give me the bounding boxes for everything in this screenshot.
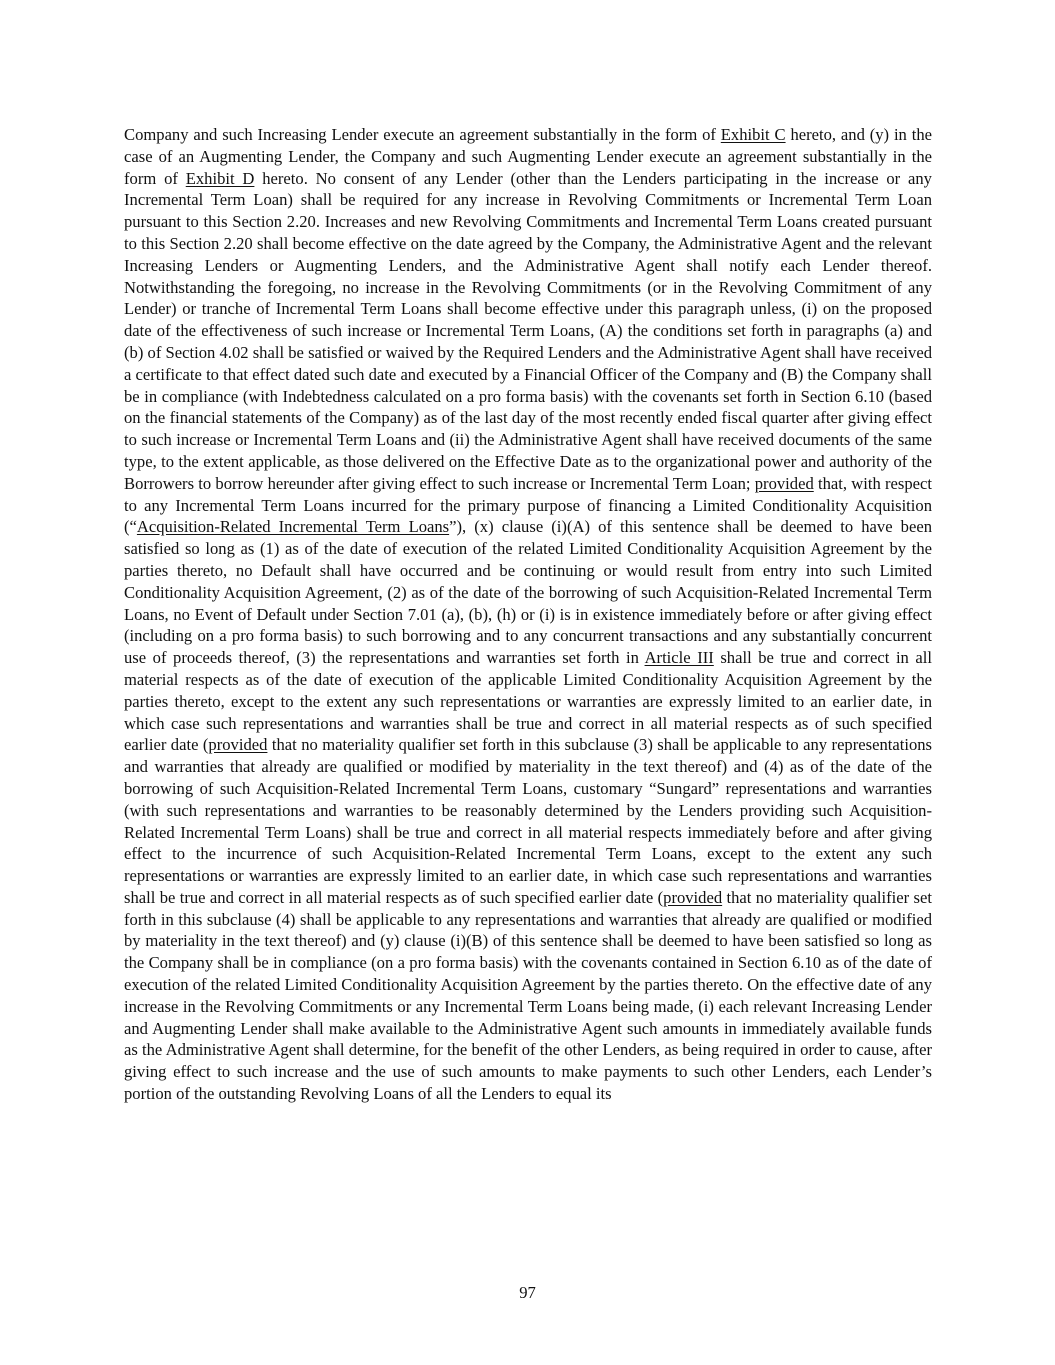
provided-term: provided bbox=[663, 887, 723, 907]
text-segment: that no materiality qualifier set forth in this subclause (4) shall be applicable to any representations and warranties that already are qualified or modified by materiality in the text thereof) and (y) clause (i)(B) of this sentence shall be deemed to have been satisfied so long as the Company shall be in compliance (on a pro forma basis) with the covenants contained in Section 6.10 as of the date of execution of the related Limited Conditionality Acquisition Agreement by the parties thereto. On the effective date of any increase in the Revolving Commitments or any Incremental Term Loans being made, (i) each relevant Increasing Lender and Augmenting Lender shall make available to the Administrative Agent such amounts in immediately available funds as the Administrative Agent shall determine, for the benefit of the other Lenders, as being required in order to cause, after giving effect to such increase and the use of such amounts to make payments to such other Lenders, each Lender’s portion of the outstanding Revolving Loans of all the Lenders to equal its bbox=[124, 887, 932, 1104]
page-number: 97 bbox=[519, 1283, 536, 1302]
article-iii-reference: Article III bbox=[644, 648, 714, 668]
body-paragraph bbox=[124, 124, 932, 1105]
provided-term: provided bbox=[754, 473, 814, 493]
defined-term-acquisition-related-loans: Acquisition-Related Incremental Term Loans bbox=[136, 517, 450, 537]
text-segment: Company and such Increasing Lender execute an agreement substantially in the form of bbox=[124, 125, 721, 144]
text-segment: that no materiality qualifier set forth in this subclause (3) shall be applicable to any representations and warranties that already are qualified or modified by materiality in the text thereof) and (4) as of the date of the borrowing of such Acquisition-Related Incremental Term Loans, customary “Sungard” representations and warranties (with such representations and warranties to be reasonably determined by the Lenders providing such Acquisition-Related Incremental Term Loans) shall be true and correct in all material respects immediately before and after giving effect to the incurrence of such Acquisition-Related Incremental Term Loans, except to the extent any such representations or warranties are expressly limited to an earlier date, in which case such representations and warranties shall be true and correct in all material respects as of such specified earlier date ( bbox=[124, 735, 932, 907]
text-segment: hereto, and (y) in the case of an Augmenting Lender, the Company and such Augmenting Lender execute an agreement substantially in the form of bbox=[124, 125, 932, 188]
provided-term: provided bbox=[208, 735, 268, 755]
text-segment: hereto. No consent of any Lender (other than the Lenders participating in the increase or any Incremental Term Loan) shall be required for any increase in Revolving Commitments or Incremental Term Loan pursuant to this Section 2.20. Increases and new Revolving Commitments and Incremental Term Loans created pursuant to this Section 2.20 shall become effective on the date agreed by the Company, the Administrative Agent and the relevant Increasing Lenders or Augmenting Lenders, and the Administrative Agent shall notify each Lender thereof. Notwithstanding the foregoing, no increase in the Revolving Commitments (or in the Revolving Commitment of any Lender) or tranche of Incremental Term Loans shall become effective under this paragraph unless, (i) on the proposed date of the effectiveness of such increase or Incremental Term Loans, (A) the conditions set forth in paragraphs (a) and (b) of Section 4.02 shall be satisfied or waived by the Required Lenders and the Administrative Agent shall have received a certificate to that effect dated such date and executed by a Financial Officer of the Company and (B) the Company shall be in compliance (with Indebtedness calculated on a pro forma basis) with the covenants set forth in Section 6.10 (based on the financial statements of the Company) as of the last day of the most recently ended fiscal quarter after giving effect to such increase or Incremental Term Loans and (ii) the Administrative Agent shall have received documents of the same type, to the extent applicable, as those delivered on the Effective Date as to the organizational power and authority of the Borrowers to borrow hereunder after giving effect to such increase or Incremental Term Loan; bbox=[124, 168, 932, 493]
text-segment: that, with respect to any Incremental Term Loans incurred for the primary purpose of financing a Limited Conditionality Acquisition (“ bbox=[124, 473, 932, 537]
exhibit-c-reference: Exhibit C bbox=[720, 125, 786, 144]
text-segment: shall be true and correct in all material respects as of the date of execution of the applicable Limited Conditionality Acquisition Agreement by the parties thereto, except to the extent any such representations or warranties are expressly limited to an earlier date, in which case such representations and warranties shall be true and correct in all material respects as of such specified earlier date ( bbox=[124, 648, 932, 755]
document-body bbox=[124, 124, 932, 1105]
text-segment: ”), (x) clause (i)(A) of this sentence shall be deemed to have been satisfied so long as (1) as of the date of execution of the related Limited Conditionality Acquisition Agreement by the parties thereto, no Default shall have occurred and be continuing or would result from entry into such Limited Conditionality Acquisition Agreement, (2) as of the date of the borrowing of such Acquisition-Related Incremental Term Loans, no Event of Default under Section 7.01 (a), (b), (h) or (i) is in existence immediately before or after giving effect (including on a pro forma basis) to such borrowing and to any concurrent transactions and any substantially concurrent use of proceeds thereof, (3) the representations and warranties set forth in bbox=[124, 517, 932, 668]
exhibit-d-reference: Exhibit D bbox=[185, 168, 255, 188]
